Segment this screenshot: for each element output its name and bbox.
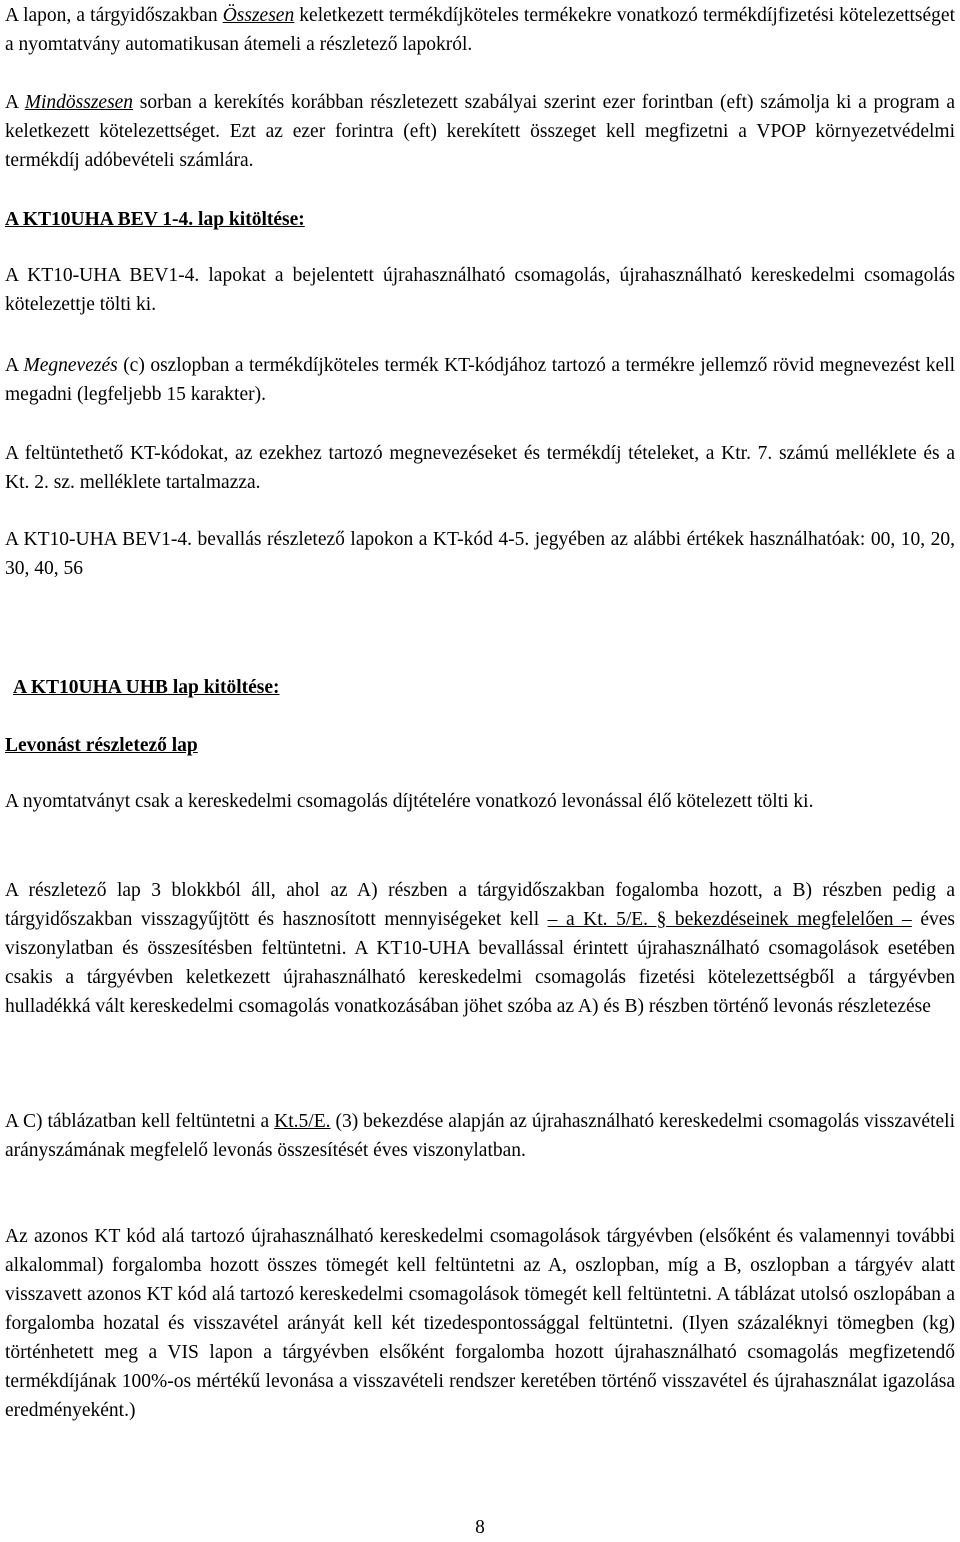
megnevezes-term: Megnevezés bbox=[23, 355, 118, 376]
heading-levonas: Levonást részletező lap bbox=[5, 735, 198, 756]
text: (c) oszlopban a termékdíjköteles termék KT-kódjához tartozó a termékre jellemző rövid megnevezést kell megadni (legfeljebb 15 karakter). bbox=[5, 355, 955, 405]
page-number: 8 bbox=[475, 1517, 485, 1538]
paragraph-nyomtatvany: A nyomtatványt csak a kereskedelmi csomagolás díjtételére vonatkozó levonással élő kötelezett tölti ki. bbox=[5, 791, 814, 812]
text: A C) táblázatban kell feltüntetni a bbox=[5, 1111, 275, 1132]
paragraph-osszesen bbox=[5, 1, 955, 59]
paragraph-mindosszesen bbox=[5, 88, 955, 175]
text: A lapon, a tárgyidőszakban bbox=[5, 5, 223, 26]
text: éves viszonylatban és összesítésben feltüntetni. A KT10-UHA bevallással érintett újrahasználható csomagolások esetében csakis a tárgyévben keletkezett újrahasználható kereskedelmi csomagolás fizetési kötelezettségből a tárgyévben hulladékká vált kereskedelmi csomagolás vonatkozásában jöhet szóba az A) és B) részben történő levonás részletezése bbox=[5, 909, 955, 1017]
text: (3) bekezdése alapján az újrahasználható kereskedelmi csomagolás visszavételi arányszámának megfelelő levonás összesítését éves viszonylatban. bbox=[5, 1111, 955, 1161]
osszesen-link[interactable]: Összesen bbox=[222, 5, 295, 26]
paragraph-c-tablazat bbox=[5, 1107, 955, 1165]
text: A részletező lap 3 blokkból áll, ahol az A) részben a tárgyidőszakban fogalomba hozott, a B) részben pedig a tárgyidőszakban visszagyűjtött és hasznosított mennyiségeket kell bbox=[5, 880, 955, 930]
text: sorban a kerekítés korábban részletezett szabályai szerint ezer forintban (eft) számolja ki a program a keletkezett kötelezettséget. Ezt az ezer forintra (eft) kerekített összeget kell megfizetni a VPOP környezetvédelmi termékdíj adóbevételi számlára. bbox=[5, 92, 955, 171]
paragraph-megnevezes bbox=[5, 351, 955, 409]
text: keletkezett termékdíjköteles termékekre vonatkozó termékdíjfizetési kötelezettséget a nyomtatvány automatikusan átemeli a részletező lapokról. bbox=[5, 5, 956, 55]
paragraph-ertekek: A KT10-UHA BEV1-4. bevallás részletező lapokon a KT-kód 4-5. jegyében az alábbi értékek használhatóak: 00, 10, 20, 30, 40, 56 bbox=[5, 529, 955, 579]
paragraph-kt-kodok: A feltüntethető KT-kódokat, az ezekhez tartozó megnevezéseket és termékdíj tételeket, a Ktr. 7. számú melléklete és a Kt. 2. sz. melléklete tartalmazza. bbox=[5, 443, 955, 493]
paragraph-azonos-kt-kod: Az azonos KT kód alá tartozó újrahasználható kereskedelmi csomagolások tárgyévben (elsőként és valamennyi további alkalommal) forgalomba hozott összes tömegét kell feltüntetni az A, oszlopban, míg a B, oszlopban a tárgyév alatt visszavett azonos KT kód alá tartozó kereskedelmi csomagolások tömegét kell feltüntetni. A táblázat utolsó oszlopában a forgalomba hozatal és visszavétel arányát kell két tizedespontossággal feltüntetni. (Ilyen százaléknyi tömegben (kg) történhetett meg a VIS lapon a tárgyévben elsőként forgalomba hozott újrahasználható csomagolás megfizetendő termékdíjának 100%-os mértékű levonása a visszavételi rendszer keretében történő visszavétel és újrahasználat igazolása eredményeként.) bbox=[5, 1226, 955, 1421]
text: A bbox=[5, 92, 25, 113]
text: A bbox=[5, 355, 24, 376]
kt-5e-link[interactable]: Kt.5/E. bbox=[274, 1111, 331, 1132]
paragraph-bev-kitolto: A KT10-UHA BEV1-4. lapokat a bejelentett újrahasználható csomagolás, újrahasználható kereskedelmi csomagolás kötelezettje tölti ki. bbox=[5, 265, 955, 315]
heading-uhb-lap: A KT10UHA UHB lap kitöltése: bbox=[13, 677, 280, 698]
heading-bev-lap: A KT10UHA BEV 1-4. lap kitöltése: bbox=[5, 209, 305, 230]
mindosszesen-link[interactable]: Mindösszesen bbox=[24, 92, 134, 113]
kt-5e-reference: – a Kt. 5/E. § bekezdéseinek megfelelően – bbox=[547, 909, 912, 930]
paragraph-reszletezo-lap bbox=[5, 876, 955, 1021]
